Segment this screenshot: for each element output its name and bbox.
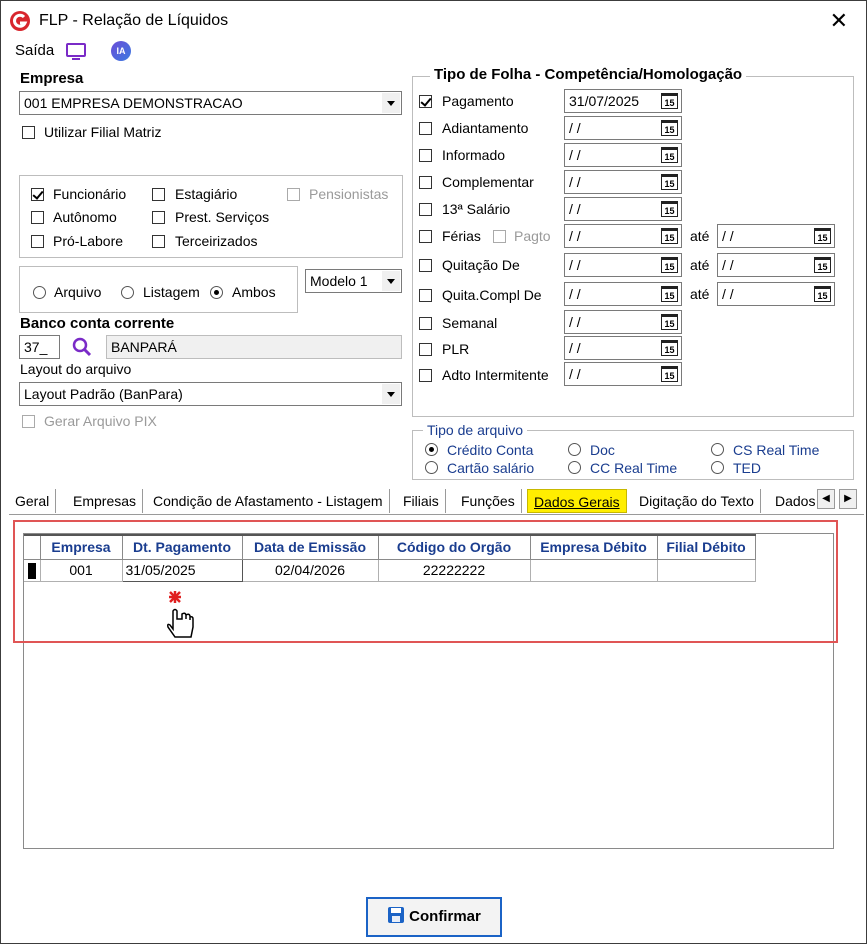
ambos-radio[interactable] bbox=[210, 286, 223, 299]
calendar-icon[interactable]: 15 bbox=[661, 228, 678, 244]
semanal-label: Semanal bbox=[442, 315, 498, 331]
quita-compl-checkbox[interactable] bbox=[419, 289, 432, 302]
modelo-select-value: Modelo 1 bbox=[310, 273, 368, 289]
tab-bar bbox=[9, 489, 864, 515]
ferias-pagto-label: Pagto bbox=[514, 228, 551, 244]
pensionistas-label: Pensionistas bbox=[309, 186, 389, 202]
grid-header-codigo-orgao[interactable]: Código do Orgão bbox=[378, 535, 530, 559]
confirm-button[interactable] bbox=[366, 897, 502, 937]
calendar-icon[interactable]: 15 bbox=[661, 366, 678, 382]
cc-real-time-label: CC Real Time bbox=[590, 460, 678, 476]
prest-servicos-checkbox[interactable] bbox=[152, 211, 165, 224]
cell-dt-pagamento[interactable]: 31/05/2025 bbox=[122, 559, 242, 581]
banco-name-field: BANPARÁ bbox=[106, 335, 402, 359]
plr-label: PLR bbox=[442, 341, 470, 357]
arquivo-label: Arquivo bbox=[54, 284, 102, 300]
search-icon[interactable] bbox=[71, 336, 93, 358]
funcionario-label: Funcionário bbox=[53, 186, 127, 202]
chevron-down-icon[interactable] bbox=[382, 93, 400, 113]
quitacao-date-start[interactable] bbox=[564, 253, 682, 277]
terceirizados-label: Terceirizados bbox=[175, 233, 258, 249]
pagamento-label: Pagamento bbox=[442, 93, 514, 109]
title-bar bbox=[1, 1, 866, 39]
tab-digitacao-texto[interactable]: Digitação do Texto bbox=[633, 489, 761, 513]
credito-conta-label: Crédito Conta bbox=[447, 442, 534, 458]
quita-compl-date-end[interactable] bbox=[717, 282, 835, 306]
tab-scroll-right-icon[interactable]: ▶ bbox=[839, 489, 857, 509]
quitacao-checkbox[interactable] bbox=[419, 259, 432, 272]
salario13-date-value: / / bbox=[569, 201, 581, 217]
semanal-checkbox[interactable] bbox=[419, 317, 432, 330]
adto-intermitente-date-value: / / bbox=[569, 366, 581, 382]
quitacao-date-end-value: / / bbox=[722, 257, 734, 273]
calendar-icon[interactable]: 15 bbox=[661, 257, 678, 273]
quitacao-date-end[interactable] bbox=[717, 253, 835, 277]
cs-real-time-label: CS Real Time bbox=[733, 442, 820, 458]
confirm-button-label: Confirmar bbox=[409, 908, 481, 925]
ferias-checkbox[interactable] bbox=[419, 230, 432, 243]
adto-intermitente-checkbox[interactable] bbox=[419, 369, 432, 382]
doc-radio[interactable] bbox=[568, 443, 581, 456]
calendar-icon[interactable]: 15 bbox=[661, 201, 678, 217]
empresa-label: Empresa bbox=[20, 70, 84, 87]
grid-header-dt-pagamento[interactable]: Dt. Pagamento bbox=[122, 535, 242, 559]
layout-label: Layout do arquivo bbox=[20, 361, 132, 377]
salario13-label: 13ª Salário bbox=[442, 201, 511, 217]
close-icon[interactable]: ✕ bbox=[829, 8, 848, 33]
chevron-down-icon[interactable] bbox=[382, 271, 400, 291]
grid-header-empresa[interactable]: Empresa bbox=[40, 535, 122, 559]
menu-saida[interactable]: Saída bbox=[15, 42, 55, 59]
tipo-folha-title: Tipo de Folha - Competência/Homologação bbox=[430, 66, 746, 83]
tab-scroll-left-icon[interactable]: ◀ bbox=[817, 489, 835, 509]
cell-empresa[interactable]: 001 bbox=[40, 559, 122, 581]
complementar-label: Complementar bbox=[442, 174, 534, 190]
empresa-select-value: 001 EMPRESA DEMONSTRACAO bbox=[24, 95, 243, 111]
utilizar-filial-checkbox[interactable] bbox=[22, 126, 35, 139]
quita-compl-date-start[interactable] bbox=[564, 282, 682, 306]
ferias-date-end[interactable] bbox=[717, 224, 835, 248]
salario13-date[interactable] bbox=[564, 197, 682, 221]
quita-compl-label: Quita.Compl De bbox=[442, 287, 542, 303]
window-title: FLP - Relação de Líquidos bbox=[39, 12, 229, 29]
complementar-date[interactable] bbox=[564, 170, 682, 194]
calendar-icon[interactable]: 15 bbox=[661, 314, 678, 330]
autonomo-label: Autônomo bbox=[53, 209, 117, 225]
autonomo-checkbox[interactable] bbox=[31, 211, 44, 224]
calendar-icon[interactable]: 15 bbox=[814, 228, 831, 244]
tab-condicao-afastamento[interactable]: Condição de Afastamento - Listagem bbox=[147, 489, 390, 513]
pagamento-checkbox[interactable] bbox=[419, 95, 432, 108]
adto-intermitente-label: Adto Intermitente bbox=[442, 367, 549, 383]
cell-codigo-orgao[interactable]: 22222222 bbox=[378, 559, 530, 581]
grid-header-data-emissao[interactable]: Data de Emissão bbox=[242, 535, 378, 559]
pro-labore-checkbox[interactable] bbox=[31, 235, 44, 248]
pro-labore-label: Pró-Labore bbox=[53, 233, 124, 249]
cartao-salario-radio[interactable] bbox=[425, 461, 438, 474]
cell-data-emissao[interactable]: 02/04/2026 bbox=[242, 559, 378, 581]
plr-date[interactable] bbox=[564, 336, 682, 360]
utilizar-filial-label: Utilizar Filial Matriz bbox=[44, 124, 162, 140]
cc-real-time-radio[interactable] bbox=[568, 461, 581, 474]
arquivo-radio[interactable] bbox=[33, 286, 46, 299]
adiantamento-date[interactable] bbox=[564, 116, 682, 140]
layout-select[interactable] bbox=[19, 382, 402, 406]
ted-radio[interactable] bbox=[711, 461, 724, 474]
ferias-date-end-value: / / bbox=[722, 228, 734, 244]
highlight-frame bbox=[13, 520, 838, 643]
layout-select-value: Layout Padrão (BanPara) bbox=[24, 386, 183, 402]
tab-filiais[interactable]: Filiais bbox=[397, 489, 446, 513]
prest-servicos-label: Prest. Serviços bbox=[175, 209, 270, 225]
grid-header-filial-debito[interactable]: Filial Débito bbox=[657, 535, 755, 559]
tipo-arquivo-title: Tipo de arquivo bbox=[423, 422, 527, 438]
plr-checkbox[interactable] bbox=[419, 343, 432, 356]
informado-label: Informado bbox=[442, 147, 506, 163]
quita-compl-date-end-value: / / bbox=[722, 286, 734, 302]
modelo-select[interactable] bbox=[305, 269, 402, 293]
semanal-date-value: / / bbox=[569, 314, 581, 330]
cs-real-time-radio[interactable] bbox=[711, 443, 724, 456]
ted-label: TED bbox=[733, 460, 761, 476]
quitacao-date-start-value: / / bbox=[569, 257, 581, 273]
gerar-pix-label: Gerar Arquivo PIX bbox=[44, 413, 157, 429]
ferias-date-start[interactable] bbox=[564, 224, 682, 248]
quita-compl-date-start-value: / / bbox=[569, 286, 581, 302]
ferias-pagto-checkbox bbox=[493, 230, 506, 243]
pensionistas-checkbox bbox=[287, 188, 300, 201]
calendar-icon[interactable]: 15 bbox=[661, 340, 678, 356]
ambos-label: Ambos bbox=[232, 284, 276, 300]
banco-label: Banco conta corrente bbox=[20, 315, 175, 332]
quitacao-ate-label: até bbox=[690, 257, 710, 273]
semanal-date[interactable] bbox=[564, 310, 682, 334]
empresa-select[interactable] bbox=[19, 91, 402, 115]
ia-icon[interactable]: IA bbox=[111, 41, 131, 61]
complementar-checkbox[interactable] bbox=[419, 176, 432, 189]
terceirizados-checkbox[interactable] bbox=[152, 235, 165, 248]
ferias-ate-label: até bbox=[690, 228, 710, 244]
adto-intermitente-date[interactable] bbox=[564, 362, 682, 386]
banco-code-input[interactable]: 37_ bbox=[19, 335, 60, 359]
calendar-icon[interactable]: 15 bbox=[661, 174, 678, 190]
ferias-date-start-value: / / bbox=[569, 228, 581, 244]
save-icon bbox=[387, 906, 405, 924]
calendar-icon[interactable]: 15 bbox=[661, 93, 678, 109]
tab-divider bbox=[9, 514, 864, 515]
chevron-down-icon[interactable] bbox=[382, 384, 400, 404]
calendar-icon[interactable]: 15 bbox=[661, 286, 678, 302]
calendar-icon[interactable]: 15 bbox=[661, 120, 678, 136]
tab-funcoes[interactable]: Funções bbox=[455, 489, 522, 513]
tab-dados[interactable]: Dados bbox=[775, 493, 816, 509]
tab-empresas[interactable]: Empresas bbox=[67, 489, 143, 513]
estagiario-checkbox[interactable] bbox=[152, 188, 165, 201]
adiantamento-date-value: / / bbox=[569, 120, 581, 136]
grid-header-empresa-debito[interactable]: Empresa Débito bbox=[530, 535, 657, 559]
hand-cursor-icon bbox=[161, 589, 201, 643]
app-logo-icon bbox=[9, 10, 31, 32]
cartao-salario-label: Cartão salário bbox=[447, 460, 535, 476]
informado-date[interactable] bbox=[564, 143, 682, 167]
listagem-radio[interactable] bbox=[121, 286, 134, 299]
tab-geral[interactable]: Geral bbox=[9, 489, 56, 513]
tab-dados-gerais[interactable]: Dados Gerais bbox=[527, 489, 627, 513]
plr-date-value: / / bbox=[569, 340, 581, 356]
quita-compl-ate-label: até bbox=[690, 286, 710, 302]
listagem-label: Listagem bbox=[143, 284, 200, 300]
monitor-icon[interactable] bbox=[65, 42, 87, 62]
ferias-label: Férias bbox=[442, 228, 481, 244]
adiantamento-label: Adiantamento bbox=[442, 120, 529, 136]
gerar-pix-checkbox bbox=[22, 415, 35, 428]
estagiario-label: Estagiário bbox=[175, 186, 238, 202]
calendar-icon[interactable]: 15 bbox=[661, 147, 678, 163]
funcionario-checkbox[interactable] bbox=[31, 188, 44, 201]
credito-conta-radio[interactable] bbox=[425, 443, 438, 456]
informado-checkbox[interactable] bbox=[419, 149, 432, 162]
pagamento-date[interactable] bbox=[564, 89, 682, 113]
salario13-checkbox[interactable] bbox=[419, 203, 432, 216]
pagamento-date-value: 31/07/2025 bbox=[569, 93, 640, 109]
calendar-icon[interactable]: 15 bbox=[814, 257, 831, 273]
doc-label: Doc bbox=[590, 442, 615, 458]
complementar-date-value: / / bbox=[569, 174, 581, 190]
adiantamento-checkbox[interactable] bbox=[419, 122, 432, 135]
quitacao-label: Quitação De bbox=[442, 257, 520, 273]
calendar-icon[interactable]: 15 bbox=[814, 286, 831, 302]
informado-date-value: / / bbox=[569, 147, 581, 163]
